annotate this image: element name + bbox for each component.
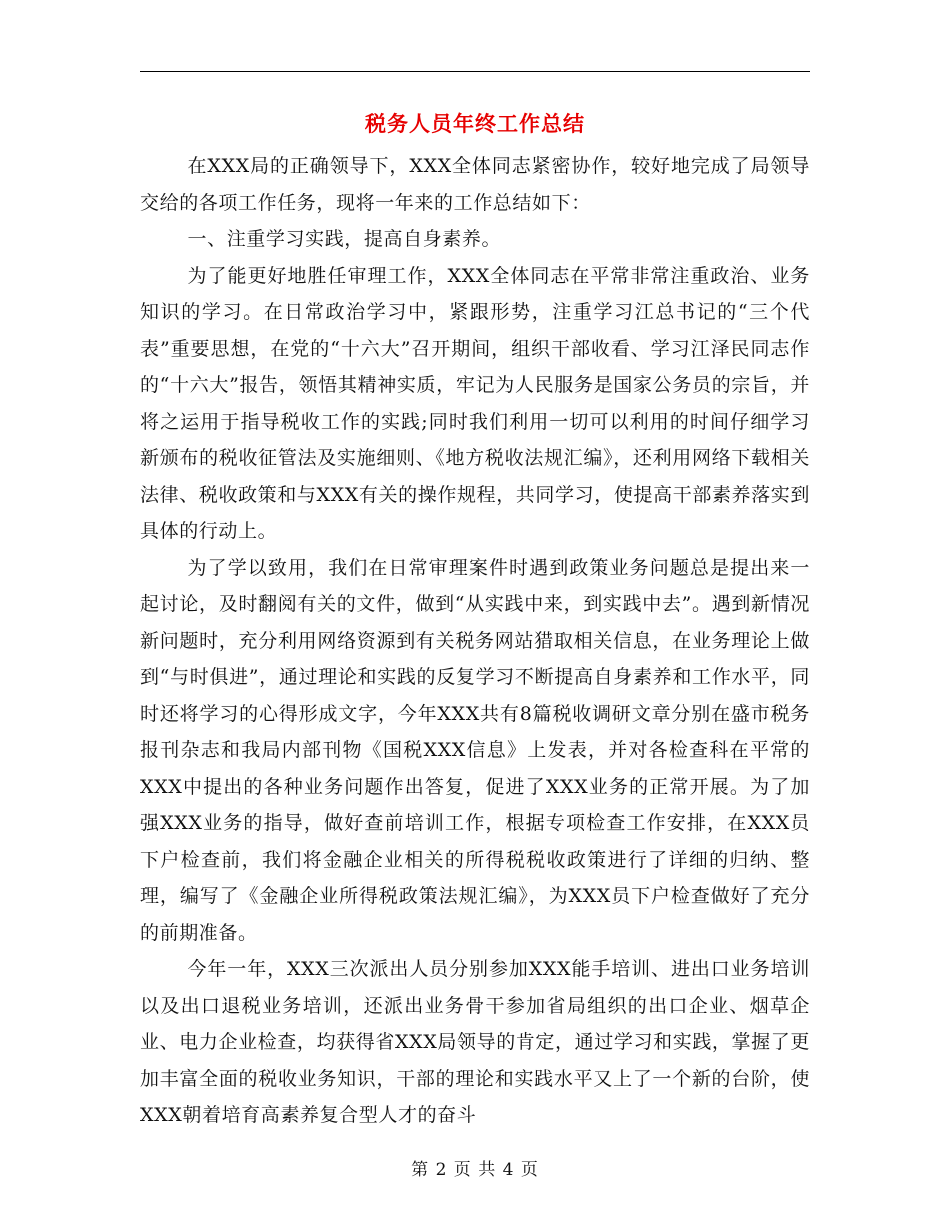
- paragraph-training: 今年一年，XXX三次派出人员分别参加XXX能手培训、进出口业务培训以及出口退税业务培训，还派出业务骨干参加省局组织的出口企业、烟草企业、电力企业检查，均获得省XXX局领导的肯定，通过学习和实践，掌握了更加丰富全面的税收业务知识，干部的理论和实践水平又上了一个新的台阶，使XXX朝着培育高素养复合型人才的奋斗: [140, 958, 810, 1126]
- section-heading-1: 一、注重学习实践，提高自身素养。: [187, 228, 502, 250]
- document-body: [140, 148, 810, 1134]
- document-title: 税务人员年终工作总结: [365, 111, 585, 136]
- paragraph-study: 为了能更好地胜任审理工作，XXX全体同志在平常非常注重政治、业务知识的学习。在日常政治学习中，紧跟形势，注重学习江总书记的“三个代表”重要思想，在党的“十六大”召开期间，组织干部收看、学习江泽民同志作的“十六大”报告，领悟其精神实质，牢记为人民服务是国家公务员的宗旨，并将之运用于指导税收工作的实践;同时我们利用一切可以利用的时间仔细学习新颁布的税收征管法及实施细则、《地方税收法规汇编》，还利用网络下载相关法律、税收政策和与XXX有关的操作规程，共同学习，使提高干部素养落实到具体的行动上。: [140, 264, 810, 542]
- page-number-footer: 第 2 页 共 4 页: [411, 1160, 539, 1180]
- paragraph-practice: 为了学以致用，我们在日常审理案件时遇到政策业务问题总是提出来一起讨论，及时翻阅有关的文件，做到“从实践中来，到实践中去”。遇到新情况新问题时，充分利用网络资源到有关税务网站猎取相关信息，在业务理论上做到“与时俱进”，通过理论和实践的反复学习不断提高自身素养和工作水平，同时还将学习的心得形成文字，今年XXX共有8篇税收调研文章分别在盛市税务报刊杂志和我局内部刊物《国税XXX信息》上发表，并对各检查科在平常的XXX中提出的各种业务问题作出答复，促进了XXX业务的正常开展。为了加强XXX业务的指导，做好查前培训工作，根据专项检查工作安排，在XXX员下户检查前，我们将金融企业相关的所得税税收政策进行了详细的归纳、整理，编写了《金融企业所得税政策法规汇编》，为XXX员下户检查做好了充分的前期准备。: [140, 556, 810, 944]
- paragraph-intro: 在XXX局的正确领导下，XXX全体同志紧密协作，较好地完成了局领导交给的各项工作任务，现将一年来的工作总结如下：: [140, 155, 810, 214]
- header-rule: [140, 71, 810, 72]
